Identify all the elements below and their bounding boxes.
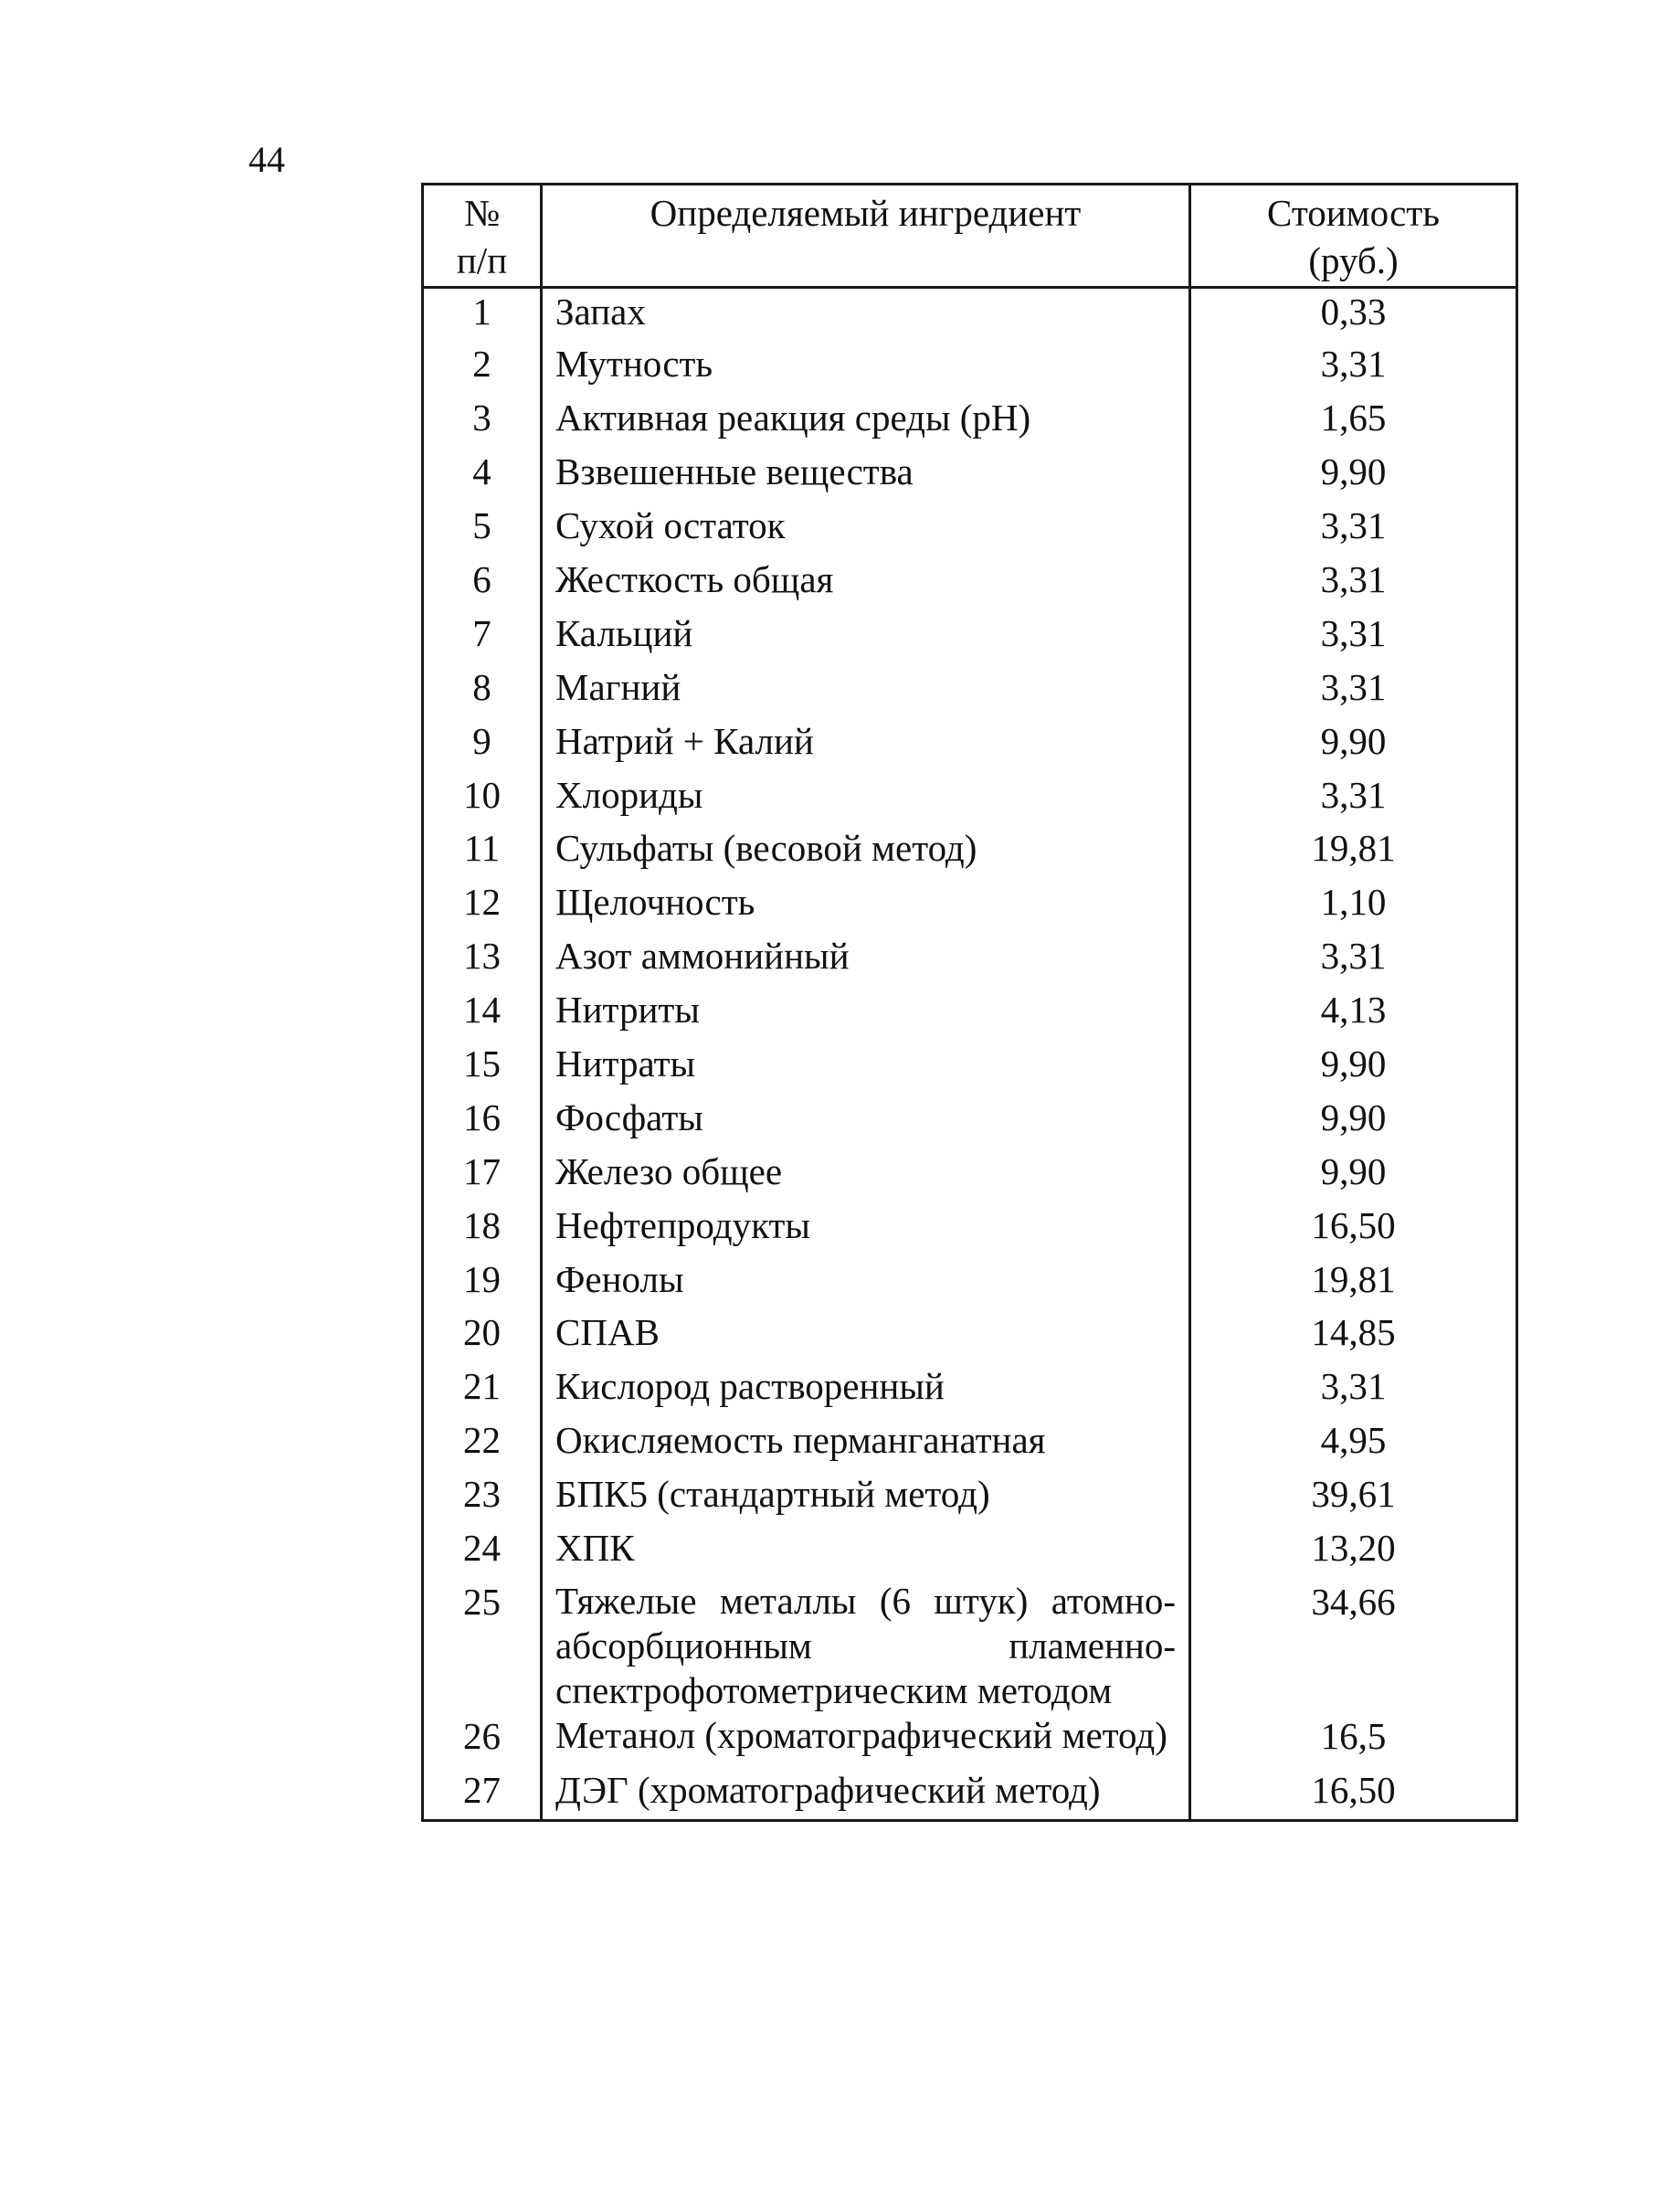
row-cost: 0,33 bbox=[1190, 288, 1517, 342]
row-number: 24 bbox=[423, 1525, 542, 1579]
row-cost: 16,5 bbox=[1190, 1713, 1517, 1767]
table-row bbox=[423, 1148, 1517, 1202]
row-ingredient: Кислород растворенный bbox=[542, 1363, 1190, 1417]
row-ingredient: Взвешенные вещества bbox=[542, 449, 1190, 503]
row-ingredient: Кальций bbox=[542, 610, 1190, 664]
table-row bbox=[423, 395, 1517, 449]
table-row bbox=[423, 1767, 1517, 1821]
table-row bbox=[423, 449, 1517, 503]
row-number: 19 bbox=[423, 1256, 542, 1310]
row-number: 12 bbox=[423, 879, 542, 933]
table-row bbox=[423, 341, 1517, 395]
row-cost: 3,31 bbox=[1190, 610, 1517, 664]
table-row bbox=[423, 288, 1517, 342]
row-ingredient: Натрий + Калий bbox=[542, 718, 1190, 772]
row-ingredient: Магний bbox=[542, 664, 1190, 718]
row-ingredient: Активная реакция среды (pH) bbox=[542, 395, 1190, 449]
cost-table-container bbox=[421, 183, 1516, 1822]
header-cost-line1: Стоимость bbox=[1267, 192, 1440, 234]
row-cost: 39,61 bbox=[1190, 1471, 1517, 1525]
row-cost: 19,81 bbox=[1190, 825, 1517, 879]
page-number: 44 bbox=[248, 139, 285, 180]
row-ingredient: Сухой остаток bbox=[542, 503, 1190, 556]
table-row bbox=[423, 664, 1517, 718]
table-row bbox=[423, 987, 1517, 1041]
row-cost: 3,31 bbox=[1190, 503, 1517, 556]
header-ingredient: Определяемый ингредиент bbox=[542, 185, 1190, 288]
row-ingredient: Нитраты bbox=[542, 1041, 1190, 1095]
row-cost: 14,85 bbox=[1190, 1309, 1517, 1363]
row-ingredient: Тяжелые металлы (6 штук) атомно-абсорбционным пламенно-спектрофотометрическим методом bbox=[542, 1579, 1190, 1713]
table-row bbox=[423, 1471, 1517, 1525]
row-number: 13 bbox=[423, 933, 542, 987]
row-number: 23 bbox=[423, 1471, 542, 1525]
row-number: 26 bbox=[423, 1713, 542, 1767]
row-cost: 16,50 bbox=[1190, 1767, 1517, 1821]
row-number: 15 bbox=[423, 1041, 542, 1095]
row-number: 16 bbox=[423, 1095, 542, 1148]
row-cost: 19,81 bbox=[1190, 1256, 1517, 1310]
row-number: 18 bbox=[423, 1202, 542, 1256]
table-row bbox=[423, 1713, 1517, 1767]
row-cost: 4,95 bbox=[1190, 1417, 1517, 1471]
row-ingredient: Фенолы bbox=[542, 1256, 1190, 1310]
table-row bbox=[423, 933, 1517, 987]
row-number: 2 bbox=[423, 341, 542, 395]
header-number-line2: п/п bbox=[456, 239, 508, 281]
row-number: 11 bbox=[423, 825, 542, 879]
row-number: 8 bbox=[423, 664, 542, 718]
table-row bbox=[423, 772, 1517, 826]
header-number-line1: № bbox=[463, 192, 501, 234]
row-cost: 16,50 bbox=[1190, 1202, 1517, 1256]
row-ingredient: Мутность bbox=[542, 341, 1190, 395]
table-row bbox=[423, 1309, 1517, 1363]
row-ingredient: Азот аммонийный bbox=[542, 933, 1190, 987]
table-row bbox=[423, 1525, 1517, 1579]
table-row bbox=[423, 879, 1517, 933]
row-number: 10 bbox=[423, 772, 542, 826]
row-number: 22 bbox=[423, 1417, 542, 1471]
row-cost: 3,31 bbox=[1190, 1363, 1517, 1417]
table-row bbox=[423, 556, 1517, 610]
row-number: 1 bbox=[423, 288, 542, 342]
row-cost: 9,90 bbox=[1190, 1095, 1517, 1148]
row-number: 27 bbox=[423, 1767, 542, 1821]
row-number: 3 bbox=[423, 395, 542, 449]
row-ingredient: Хлориды bbox=[542, 772, 1190, 826]
table-row bbox=[423, 1202, 1517, 1256]
table-row bbox=[423, 610, 1517, 664]
table-row bbox=[423, 1041, 1517, 1095]
row-ingredient: Фосфаты bbox=[542, 1095, 1190, 1148]
row-ingredient: Сульфаты (весовой метод) bbox=[542, 825, 1190, 879]
row-number: 21 bbox=[423, 1363, 542, 1417]
table-row bbox=[423, 1417, 1517, 1471]
table-row bbox=[423, 1579, 1517, 1713]
row-ingredient: Железо общее bbox=[542, 1148, 1190, 1202]
table-row bbox=[423, 1095, 1517, 1148]
row-number: 7 bbox=[423, 610, 542, 664]
row-number: 17 bbox=[423, 1148, 542, 1202]
row-cost: 3,31 bbox=[1190, 772, 1517, 826]
row-cost: 13,20 bbox=[1190, 1525, 1517, 1579]
row-ingredient: ХПК bbox=[542, 1525, 1190, 1579]
row-ingredient: Жесткость общая bbox=[542, 556, 1190, 610]
row-cost: 1,10 bbox=[1190, 879, 1517, 933]
row-number: 4 bbox=[423, 449, 542, 503]
row-cost: 9,90 bbox=[1190, 718, 1517, 772]
table-row bbox=[423, 1256, 1517, 1310]
row-cost: 3,31 bbox=[1190, 341, 1517, 395]
row-number: 14 bbox=[423, 987, 542, 1041]
row-ingredient: Запах bbox=[542, 288, 1190, 342]
row-number: 6 bbox=[423, 556, 542, 610]
header-cost bbox=[1190, 185, 1517, 288]
table-row bbox=[423, 503, 1517, 556]
row-cost: 1,65 bbox=[1190, 395, 1517, 449]
row-cost: 3,31 bbox=[1190, 556, 1517, 610]
row-ingredient: БПК5 (стандартный метод) bbox=[542, 1471, 1190, 1525]
row-ingredient: Нефтепродукты bbox=[542, 1202, 1190, 1256]
row-cost: 9,90 bbox=[1190, 1041, 1517, 1095]
row-ingredient: ДЭГ (хроматографический метод) bbox=[542, 1767, 1190, 1821]
table-row bbox=[423, 718, 1517, 772]
table-row bbox=[423, 825, 1517, 879]
row-cost: 4,13 bbox=[1190, 987, 1517, 1041]
row-ingredient: Метанол (хроматографический метод) bbox=[542, 1713, 1190, 1767]
row-cost: 3,31 bbox=[1190, 933, 1517, 987]
row-number: 20 bbox=[423, 1309, 542, 1363]
cost-table bbox=[421, 183, 1518, 1822]
header-number bbox=[423, 185, 542, 288]
row-number: 9 bbox=[423, 718, 542, 772]
row-ingredient: Окисляемость перманганатная bbox=[542, 1417, 1190, 1471]
table-header-row bbox=[423, 185, 1517, 288]
row-cost: 3,31 bbox=[1190, 664, 1517, 718]
row-number: 5 bbox=[423, 503, 542, 556]
row-ingredient: Щелочность bbox=[542, 879, 1190, 933]
table-row bbox=[423, 1363, 1517, 1417]
row-cost: 9,90 bbox=[1190, 449, 1517, 503]
row-cost: 9,90 bbox=[1190, 1148, 1517, 1202]
row-number: 25 bbox=[423, 1579, 542, 1713]
table-body bbox=[423, 288, 1517, 1821]
row-cost: 34,66 bbox=[1190, 1579, 1517, 1713]
row-ingredient: Нитриты bbox=[542, 987, 1190, 1041]
header-cost-line2: (руб.) bbox=[1308, 239, 1399, 281]
row-ingredient: СПАВ bbox=[542, 1309, 1190, 1363]
